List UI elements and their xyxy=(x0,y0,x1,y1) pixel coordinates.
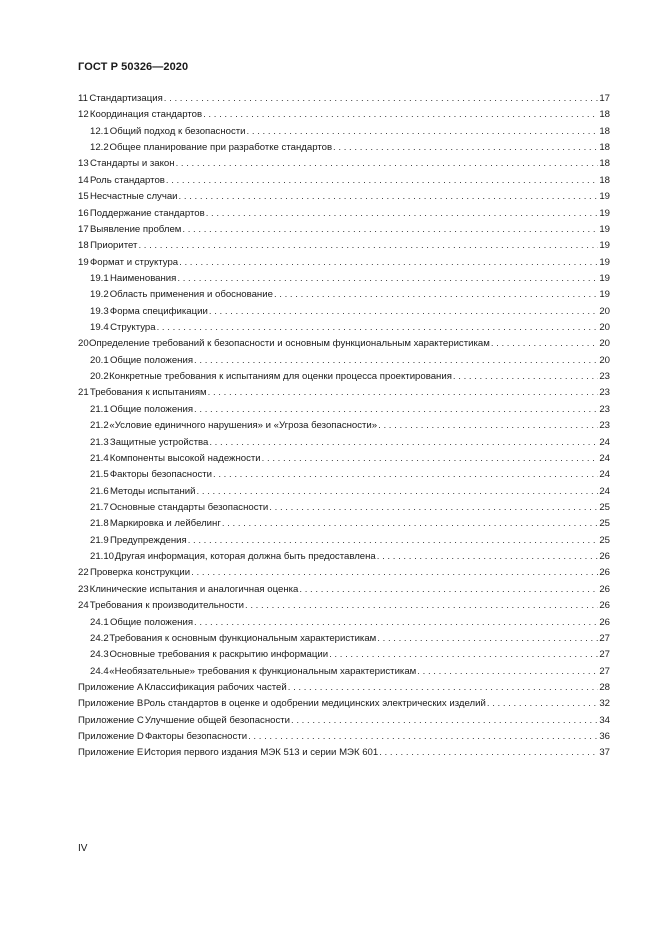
toc-entry[interactable] xyxy=(78,680,610,696)
toc-entry-title: Поддержание стандартов xyxy=(89,207,205,219)
toc-entry-title: Факторы безопасности xyxy=(109,469,212,481)
toc-leader-dots xyxy=(177,271,598,287)
toc-entry[interactable] xyxy=(78,729,610,745)
toc-leader-dots xyxy=(194,353,598,369)
toc-entry-number: 21.8 xyxy=(90,518,109,530)
toc-entry[interactable] xyxy=(78,156,610,172)
toc-entry[interactable] xyxy=(78,369,610,385)
toc-entry-title: Общие положения xyxy=(109,403,194,415)
toc-leader-dots xyxy=(333,140,598,156)
toc-entry-number: 24.1 xyxy=(90,616,109,628)
toc-entry-number: 24.2 xyxy=(90,632,109,644)
toc-entry-number: 20 xyxy=(78,338,89,350)
toc-entry-title: Роль стандартов в оценке и одобрении медицинских электрических изделий xyxy=(143,698,486,710)
toc-entry-page: 20 xyxy=(599,354,610,366)
toc-entry-title: Общий подход к безопасности xyxy=(109,125,246,137)
toc-leader-dots xyxy=(299,582,598,598)
toc-leader-dots xyxy=(157,320,599,336)
toc-entry-title: История первого издания МЭК 513 и серии МЭК 601 xyxy=(144,747,379,759)
toc-entry-page: 19 xyxy=(599,223,610,235)
toc-entry-number: 19.2 xyxy=(90,289,109,301)
toc-leader-dots xyxy=(491,336,599,352)
toc-leader-dots xyxy=(179,255,598,271)
toc-leader-dots xyxy=(194,402,598,418)
toc-entry-title: Приоритет xyxy=(90,240,138,252)
toc-entry[interactable] xyxy=(78,467,610,483)
toc-entry-page: 34 xyxy=(599,714,610,726)
toc-entry-number: 21.2 xyxy=(90,420,109,432)
toc-leader-dots xyxy=(191,565,598,581)
toc-entry-number: 21.10 xyxy=(90,551,115,563)
toc-entry-page: 26 xyxy=(599,583,610,595)
toc-entry-number: 24.3 xyxy=(90,649,109,661)
toc-entry-title: Роль стандартов xyxy=(90,174,165,186)
toc-entry[interactable] xyxy=(78,140,610,156)
toc-entry-page: 28 xyxy=(599,681,610,693)
toc-leader-dots xyxy=(213,467,598,483)
toc-entry-number: 21.1 xyxy=(90,403,109,415)
toc-entry-title: Требования к основным функциональным характеристикам xyxy=(109,632,377,644)
toc-entry-number: 19 xyxy=(78,256,89,268)
toc-entry-title: Классификация рабочих частей xyxy=(144,681,287,693)
toc-entry[interactable] xyxy=(78,713,610,729)
toc-entry[interactable] xyxy=(78,206,610,222)
toc-entry-page: 32 xyxy=(599,698,610,710)
toc-leader-dots xyxy=(291,713,598,729)
toc-leader-dots xyxy=(453,369,598,385)
document-header: ГОСТ Р 50326—2020 xyxy=(78,61,189,73)
toc-entry-page: 25 xyxy=(599,501,610,513)
toc-entry-title: Требования к производительности xyxy=(89,600,244,612)
toc-leader-dots xyxy=(245,598,598,614)
toc-entry-page: 23 xyxy=(599,371,610,383)
toc-entry-number: 21.4 xyxy=(90,452,109,464)
toc-entry-page: 25 xyxy=(599,518,610,530)
toc-entry-title: Выявление проблем xyxy=(89,223,182,235)
toc-entry-page: 19 xyxy=(599,289,610,301)
toc-entry-number: 17 xyxy=(78,223,89,235)
toc-entry-page: 24 xyxy=(599,469,610,481)
toc-leader-dots xyxy=(377,631,598,647)
toc-entry-number: Приложение B xyxy=(78,698,144,710)
toc-entry-number: 14 xyxy=(78,174,89,186)
toc-leader-dots xyxy=(269,500,598,516)
toc-entry[interactable] xyxy=(78,696,610,712)
toc-entry[interactable] xyxy=(78,271,610,287)
toc-entry[interactable] xyxy=(78,336,610,352)
toc-entry-page: 17 xyxy=(599,93,610,104)
toc-entry-title: Определение требований к безопасности и основным функциональным характеристикам xyxy=(89,338,490,350)
toc-entry-page: 19 xyxy=(599,207,610,219)
toc-entry-title: Наименования xyxy=(110,272,177,284)
toc-leader-dots xyxy=(188,533,599,549)
toc-entry[interactable] xyxy=(78,549,610,565)
toc-entry[interactable] xyxy=(78,320,610,336)
toc-entry[interactable] xyxy=(78,500,610,516)
toc-entry-number: 13 xyxy=(78,158,89,170)
toc-leader-dots xyxy=(379,745,598,761)
toc-leader-dots xyxy=(248,729,598,745)
toc-leader-dots xyxy=(164,91,599,107)
toc-leader-dots xyxy=(197,484,599,500)
toc-entry-page: 19 xyxy=(599,272,610,284)
toc-entry-title: Факторы безопасности xyxy=(144,731,248,743)
toc-entry[interactable] xyxy=(78,484,610,500)
toc-entry[interactable] xyxy=(78,107,610,123)
toc-entry-number: Приложение E xyxy=(78,747,144,759)
toc-leader-dots xyxy=(182,222,598,238)
toc-entry[interactable] xyxy=(78,664,610,680)
toc-entry[interactable] xyxy=(78,385,610,401)
toc-entry-page: 19 xyxy=(599,256,610,268)
toc-entry[interactable] xyxy=(78,435,610,451)
toc-entry-title: Основные требования к раскрытию информации xyxy=(109,649,329,661)
toc-entry-number: 20.1 xyxy=(90,354,109,366)
toc-entry[interactable] xyxy=(78,287,610,303)
toc-leader-dots xyxy=(377,549,599,565)
toc-leader-dots xyxy=(209,304,598,320)
toc-entry-title: «Необязательные» требования к функциональным характеристикам xyxy=(109,665,417,677)
toc-entry-page: 37 xyxy=(599,747,610,759)
toc-entry-page: 24 xyxy=(599,485,610,497)
toc-entry-title: Маркировка и лейбелинг xyxy=(109,518,221,530)
toc-entry-number: 22 xyxy=(78,567,89,579)
toc-entry-number: 12 xyxy=(78,109,89,121)
toc-entry-title: Конкретные требования к испытаниям для оценки процесса проектирования xyxy=(109,371,452,383)
toc-entry-title: Координация стандартов xyxy=(89,109,203,121)
toc-entry[interactable] xyxy=(78,124,610,140)
toc-entry-page: 23 xyxy=(599,420,610,432)
toc-entry[interactable] xyxy=(78,304,610,320)
toc-entry-number: 19.4 xyxy=(90,322,109,334)
toc-entry-number: 24.4 xyxy=(90,665,109,677)
toc-entry-title: Форма спецификации xyxy=(109,305,208,317)
toc-leader-dots xyxy=(208,385,599,401)
toc-entry[interactable] xyxy=(78,615,610,631)
toc-entry-page: 24 xyxy=(599,452,610,464)
toc-entry-page: 27 xyxy=(599,665,610,677)
toc-entry-number: 21.7 xyxy=(90,501,109,513)
toc-entry[interactable] xyxy=(78,745,610,761)
toc-entry-page: 27 xyxy=(599,632,610,644)
toc-entry-number: 23 xyxy=(78,583,89,595)
toc-entry[interactable] xyxy=(78,533,610,549)
toc-entry-title: Компоненты высокой надежности xyxy=(109,452,261,464)
toc-leader-dots xyxy=(262,451,599,467)
toc-entry-page: 24 xyxy=(599,436,610,448)
toc-entry[interactable] xyxy=(78,418,610,434)
toc-entry-number: Приложение C xyxy=(78,714,144,726)
toc-entry-title: Защитные устройства xyxy=(109,436,209,448)
toc-entry-title: Улучшение общей безопасности xyxy=(144,714,291,726)
toc-entry-page: 25 xyxy=(599,534,610,546)
toc-entry-page: 20 xyxy=(599,338,610,350)
toc-entry-page: 27 xyxy=(599,649,610,661)
toc-entry-title: Общие положения xyxy=(109,616,194,628)
toc-entry-number: Приложение A xyxy=(78,681,144,693)
toc-leader-dots xyxy=(138,238,598,254)
toc-entry-number: 21 xyxy=(78,387,89,399)
toc-entry-number: 21.6 xyxy=(90,485,109,497)
toc-leader-dots xyxy=(194,615,598,631)
toc-entry-title: Проверка конструкции xyxy=(89,567,191,579)
toc-entry[interactable] xyxy=(78,189,610,205)
toc-entry-page: 26 xyxy=(599,567,610,579)
toc-leader-dots xyxy=(288,680,599,696)
toc-leader-dots xyxy=(247,124,599,140)
toc-entry-page: 18 xyxy=(599,174,610,186)
toc-entry-title: «Условие единичного нарушения» и «Угроза безопасности» xyxy=(109,420,378,432)
toc-entry-page: 26 xyxy=(599,600,610,612)
toc-leader-dots xyxy=(378,418,598,434)
toc-leader-dots xyxy=(203,107,598,123)
toc-entry-title: Формат и структура xyxy=(89,256,179,268)
toc-leader-dots xyxy=(222,516,598,532)
toc-entry-title: Требования к испытаниям xyxy=(89,387,207,399)
toc-entry[interactable] xyxy=(78,516,610,532)
toc-entry-number: 19.3 xyxy=(90,305,109,317)
toc-leader-dots xyxy=(209,435,598,451)
toc-entry-page: 26 xyxy=(599,551,610,563)
toc-entry-page: 19 xyxy=(599,240,610,252)
toc-entry-title: Основные стандарты безопасности xyxy=(109,501,269,513)
toc-entry[interactable] xyxy=(78,173,610,189)
toc-leader-dots xyxy=(179,189,599,205)
toc-entry-page: 36 xyxy=(599,731,610,743)
toc-entry-title: Структура xyxy=(110,322,156,334)
toc-leader-dots xyxy=(274,287,598,303)
toc-entry-title: Стандарты и закон xyxy=(90,158,175,170)
toc-entry-title: Общие положения xyxy=(109,354,194,366)
toc-entry-title: Методы испытаний xyxy=(109,485,196,497)
toc-entry-number: 21.9 xyxy=(90,534,109,546)
toc-entry[interactable] xyxy=(78,222,610,238)
toc-entry-number: 12.2 xyxy=(90,142,109,154)
toc-entry-title: Другая информация, которая должна быть предоставлена xyxy=(114,551,376,563)
toc-entry-page: 20 xyxy=(599,305,610,317)
toc-entry[interactable] xyxy=(78,255,610,271)
toc-entry[interactable] xyxy=(78,451,610,467)
toc-entry-number: 21.5 xyxy=(90,469,109,481)
toc-entry[interactable] xyxy=(78,238,610,254)
toc-entry-page: 20 xyxy=(599,322,610,334)
toc-entry[interactable] xyxy=(78,598,610,614)
toc-entry[interactable] xyxy=(78,353,610,369)
toc-leader-dots xyxy=(329,647,598,663)
toc-entry-page: 18 xyxy=(599,142,610,154)
toc-entry-page: 19 xyxy=(599,191,610,203)
toc-entry[interactable] xyxy=(78,631,610,647)
toc-leader-dots xyxy=(206,206,599,222)
toc-entry-number: Приложение D xyxy=(78,731,144,743)
toc-entry-number: 20.2 xyxy=(90,371,109,383)
toc-entry-number: 11 xyxy=(78,93,88,104)
toc-entry-title: Общее планирование при разработке стандартов xyxy=(109,142,333,154)
toc-entry-number: 12.1 xyxy=(90,125,109,137)
toc-leader-dots xyxy=(176,156,599,172)
toc-entry[interactable] xyxy=(78,582,610,598)
toc-entry[interactable] xyxy=(78,91,610,107)
toc-entry-page: 23 xyxy=(599,387,610,399)
toc-leader-dots xyxy=(487,696,598,712)
toc-entry-number: 16 xyxy=(78,207,89,219)
page-number: IV xyxy=(78,843,88,854)
toc-leader-dots xyxy=(166,173,598,189)
toc-entry[interactable] xyxy=(78,402,610,418)
toc-entry-page: 18 xyxy=(599,125,610,137)
toc-entry[interactable] xyxy=(78,565,610,581)
toc-entry-number: 15 xyxy=(78,191,89,203)
toc-entry-page: 23 xyxy=(599,403,610,415)
toc-leader-dots xyxy=(417,664,598,680)
toc-entry-page: 18 xyxy=(599,158,610,170)
toc-entry-title: Предупреждения xyxy=(109,534,187,546)
toc-entry-title: Стандартизация xyxy=(89,93,163,104)
table-of-contents xyxy=(78,91,610,762)
toc-entry-page: 18 xyxy=(599,109,610,121)
toc-entry-number: 18 xyxy=(78,240,89,252)
toc-entry-number: 19.1 xyxy=(90,272,109,284)
toc-entry-number: 24 xyxy=(78,600,89,612)
toc-entry[interactable] xyxy=(78,647,610,663)
toc-entry-number: 21.3 xyxy=(90,436,109,448)
toc-entry-title: Клинические испытания и аналогичная оценка xyxy=(89,583,299,595)
toc-entry-page: 26 xyxy=(599,616,610,628)
toc-entry-title: Область применения и обоснование xyxy=(109,289,273,301)
toc-entry-title: Несчастные случаи xyxy=(89,191,178,203)
